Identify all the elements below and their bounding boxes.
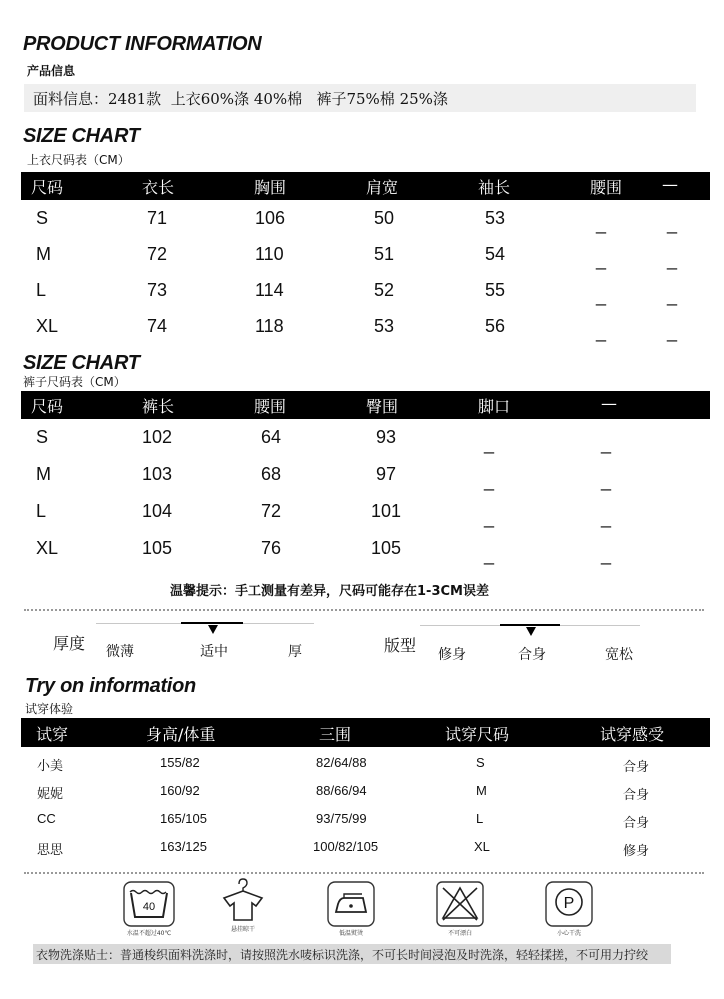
thickness-scale-active: [181, 622, 243, 624]
wash-temp-value: 40: [142, 901, 156, 913]
thickness-indicator-icon: [208, 625, 218, 634]
pants-size-chart-subtitle: 裤子尺码表（CM）: [23, 375, 126, 389]
try-on-header: [21, 718, 710, 747]
fit-scale-active: [500, 624, 560, 626]
table-cell: 100/82/105: [313, 839, 379, 854]
table-cell: 合身: [623, 759, 650, 774]
table-cell: S: [36, 208, 49, 228]
care-icon-caption: 小心干洗: [556, 930, 581, 937]
table-cell: XL: [36, 538, 59, 558]
table-cell: M: [476, 783, 487, 798]
divider: [24, 872, 704, 874]
table-cell: L: [36, 501, 47, 521]
table-cell: XL: [474, 839, 490, 854]
table-cell: 93: [376, 427, 397, 447]
table-cell: 163/125: [160, 839, 207, 854]
header-cell: 试穿: [36, 725, 69, 744]
table-cell: 54: [485, 244, 506, 264]
top-size-header: [21, 172, 710, 200]
table-cell: L: [476, 811, 484, 826]
pants-size-chart-title: SIZE CHART: [23, 352, 140, 374]
fit-option: 宽松: [605, 647, 633, 663]
header-cell: 衣长: [142, 178, 175, 197]
table-cell: 56: [485, 316, 506, 336]
dry-clean-icon: [544, 880, 594, 928]
table-cell: 101: [371, 501, 402, 521]
header-cell: 腰围: [254, 397, 287, 416]
thickness-option: 厚: [288, 644, 302, 660]
table-cell: 102: [142, 427, 173, 447]
table-cell: 105: [142, 538, 173, 558]
header-cell: 脚口: [478, 397, 511, 416]
table-cell: CC: [37, 811, 56, 826]
table-cell: 155/82: [160, 755, 200, 770]
table-cell: _: [484, 471, 495, 491]
table-cell: _: [601, 545, 612, 565]
hang-dry-icon: [218, 876, 268, 924]
dry-clean-letter: P: [563, 895, 575, 912]
table-cell: 合身: [623, 787, 650, 802]
table-cell: 106: [255, 208, 286, 228]
header-cell: 袖长: [478, 178, 511, 197]
fit-label: 版型: [384, 636, 417, 655]
table-cell: 修身: [623, 843, 650, 858]
header-cell: 腰围: [590, 178, 623, 197]
fabric-info-text: 面料信息：2481款 上衣60%涤 40%棉 裤子75%棉 25%涤: [33, 90, 448, 108]
table-cell: _: [667, 286, 678, 306]
header-cell: 胸围: [254, 178, 287, 197]
header-cell: —: [662, 175, 678, 194]
fit-option: 修身: [438, 647, 466, 663]
table-cell: _: [596, 322, 607, 342]
table-cell: _: [667, 214, 678, 234]
table-cell: _: [484, 545, 495, 565]
table-cell: S: [476, 755, 485, 770]
table-cell: 114: [255, 280, 284, 300]
header-cell: 肩宽: [366, 178, 399, 197]
header-cell: 尺码: [31, 178, 64, 197]
table-cell: 118: [255, 316, 284, 336]
table-cell: _: [601, 508, 612, 528]
care-icon-caption: 水温不超过40℃: [126, 930, 172, 937]
table-cell: M: [36, 464, 51, 484]
table-cell: S: [36, 427, 49, 447]
try-on-subtitle: 试穿体验: [25, 702, 74, 716]
table-cell: 72: [261, 501, 282, 521]
table-cell: 53: [485, 208, 506, 228]
table-cell: 97: [376, 464, 397, 484]
table-cell: 110: [255, 244, 284, 264]
table-cell: 82/64/88: [316, 755, 367, 770]
table-cell: _: [596, 286, 607, 306]
header-cell: 身高/体重: [146, 725, 216, 744]
thickness-option: 微薄: [106, 644, 134, 660]
table-cell: 53: [374, 316, 395, 336]
table-cell: 105: [371, 538, 402, 558]
fit-option: 合身: [518, 647, 546, 663]
table-cell: 73: [147, 280, 168, 300]
table-cell: _: [596, 214, 607, 234]
table-cell: 妮妮: [37, 786, 64, 801]
wash-40-icon: [122, 880, 176, 928]
divider: [24, 609, 704, 611]
header-cell: 三围: [319, 725, 352, 744]
table-cell: 93/75/99: [316, 811, 367, 826]
product-info-subtitle: 产品信息: [27, 64, 76, 78]
table-cell: 165/105: [160, 811, 207, 826]
table-cell: 104: [142, 501, 173, 521]
table-cell: 74: [147, 316, 168, 336]
care-tip-text: 衣物洗涤贴士：普通梭织面料洗涤时，请按照洗水唛标识洗涤，不可长时间浸泡及时洗涤，轻轻揉搓，不可用力拧绞: [36, 948, 649, 962]
table-cell: 51: [374, 244, 395, 264]
thickness-option: 适中: [200, 644, 228, 660]
top-size-chart-title: SIZE CHART: [23, 125, 140, 147]
table-cell: 71: [147, 208, 168, 228]
table-cell: 55: [485, 280, 506, 300]
thickness-label: 厚度: [53, 634, 86, 653]
iron-low-icon: [326, 880, 376, 928]
table-cell: 合身: [623, 815, 650, 830]
table-cell: 76: [261, 538, 282, 558]
header-cell: 尺码: [31, 397, 64, 416]
table-cell: 103: [142, 464, 173, 484]
table-cell: L: [36, 280, 47, 300]
table-cell: 160/92: [160, 783, 200, 798]
table-cell: 72: [147, 244, 168, 264]
table-cell: M: [36, 244, 51, 264]
table-cell: _: [484, 434, 495, 454]
table-cell: 52: [374, 280, 395, 300]
header-cell: 裤长: [142, 397, 175, 416]
table-cell: XL: [36, 316, 59, 336]
table-cell: _: [667, 250, 678, 270]
fit-indicator-icon: [526, 627, 536, 636]
table-cell: 64: [261, 427, 282, 447]
care-icon-caption: 低温熨烫: [338, 930, 363, 937]
header-cell: 臀围: [366, 397, 399, 416]
top-size-chart-subtitle: 上衣尺码表（CM）: [27, 153, 130, 167]
table-cell: 50: [374, 208, 395, 228]
no-bleach-icon: [435, 880, 485, 928]
table-cell: _: [667, 322, 678, 342]
product-info-title: PRODUCT INFORMATION: [23, 33, 262, 55]
try-on-title: Try on information: [25, 675, 196, 697]
table-cell: 小美: [37, 758, 64, 773]
pants-size-header: [21, 391, 710, 419]
header-cell: 试穿感受: [600, 725, 665, 744]
table-cell: _: [596, 250, 607, 270]
table-cell: _: [484, 508, 495, 528]
care-icon-caption: 不可漂白: [447, 930, 472, 937]
table-cell: _: [601, 434, 612, 454]
table-cell: 思思: [37, 842, 64, 857]
header-cell: —: [601, 394, 617, 413]
care-icon-caption: 悬挂晾干: [230, 926, 255, 933]
table-cell: 68: [261, 464, 282, 484]
table-cell: 88/66/94: [316, 783, 367, 798]
measurement-tip: 温馨提示：手工测量有差异，尺码可能存在1-3CM误差: [170, 584, 489, 599]
table-cell: _: [601, 471, 612, 491]
header-cell: 试穿尺码: [445, 725, 510, 744]
